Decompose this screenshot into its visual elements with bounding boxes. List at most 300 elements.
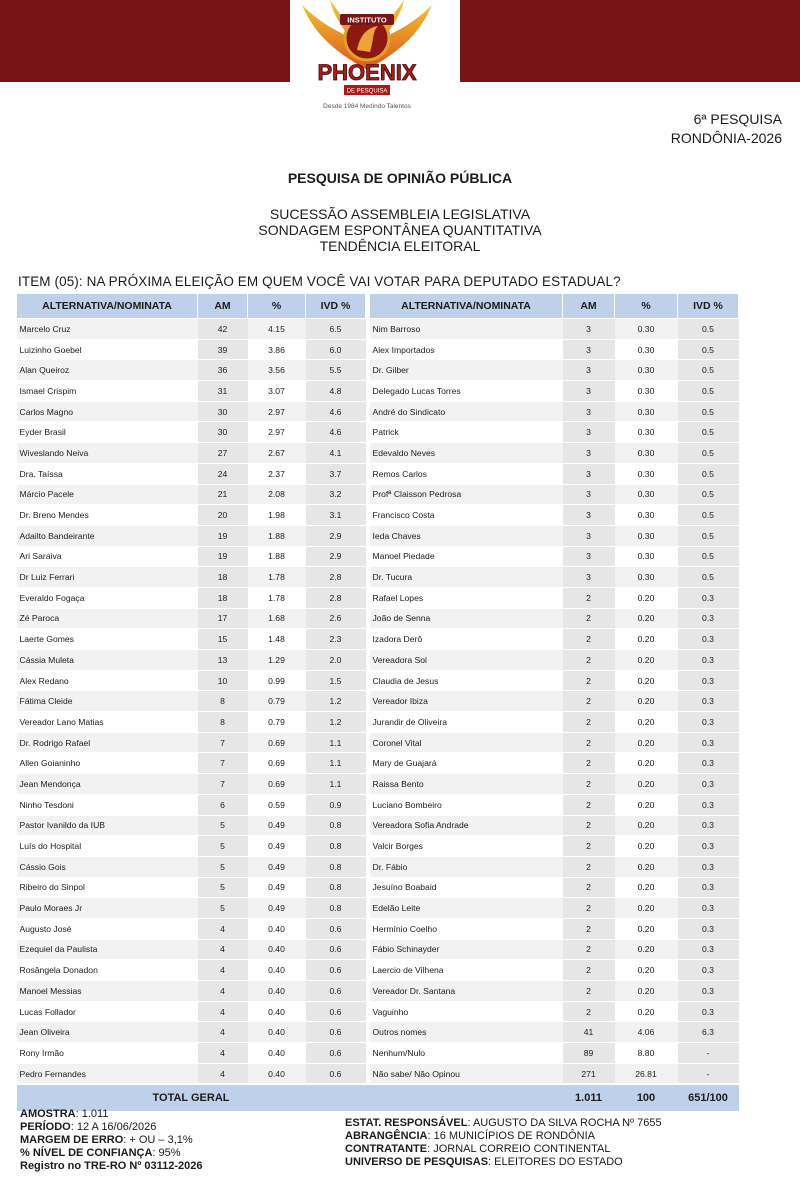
table-row — [17, 608, 739, 629]
table-row — [17, 753, 739, 774]
candidate-pct: 0.49 — [248, 815, 306, 836]
candidate-pct: 0.40 — [248, 1022, 306, 1043]
candidate-am: 3 — [563, 443, 615, 464]
candidate-am: 8 — [198, 691, 248, 712]
candidate-name: Ninho Tesdoni — [17, 794, 198, 815]
candidate-ivd: 0.3 — [678, 691, 739, 712]
candidate-name: Alan Queiroz — [17, 360, 198, 381]
candidate-name: Augusto José — [17, 918, 198, 939]
candidate-ivd: 0.5 — [678, 360, 739, 381]
candidate-am: 2 — [563, 670, 615, 691]
candidate-ivd: 2.6 — [306, 608, 366, 629]
candidate-pct: 0.30 — [615, 360, 678, 381]
table-row — [17, 1001, 739, 1022]
table-row — [17, 1022, 739, 1043]
candidate-name: Coronel Vital — [370, 732, 563, 753]
candidate-pct: 0.99 — [248, 670, 306, 691]
candidate-am: 3 — [563, 360, 615, 381]
candidate-name: Everaldo Fogaça — [17, 587, 198, 608]
candidate-ivd: 1.1 — [306, 753, 366, 774]
candidate-ivd: 2.0 — [306, 650, 366, 671]
candidate-pct: 0.20 — [615, 815, 678, 836]
candidate-ivd: 0.3 — [678, 629, 739, 650]
candidate-am: 4 — [198, 1063, 248, 1084]
report-subtitles — [0, 206, 800, 254]
candidate-am: 5 — [198, 856, 248, 877]
candidate-ivd: - — [678, 1043, 739, 1064]
candidate-pct: 0.40 — [248, 939, 306, 960]
candidate-ivd: 0.6 — [306, 1022, 366, 1043]
candidate-ivd: 0.5 — [678, 525, 739, 546]
candidate-pct: 0.20 — [615, 691, 678, 712]
candidate-ivd: 0.5 — [678, 463, 739, 484]
footer-line — [20, 1108, 203, 1121]
header-banner-right — [460, 0, 800, 82]
candidate-name: Dr. Fábio — [370, 856, 563, 877]
candidate-am: 36 — [198, 360, 248, 381]
candidate-ivd: 6.3 — [678, 1022, 739, 1043]
candidate-pct: 4.06 — [615, 1022, 678, 1043]
table-row — [17, 939, 739, 960]
candidate-ivd: 5.5 — [306, 360, 366, 381]
table-row — [17, 1063, 739, 1084]
candidate-ivd: 0.5 — [678, 567, 739, 588]
footer-label: PERÍODO — [20, 1121, 71, 1133]
candidate-pct: 0.30 — [615, 422, 678, 443]
candidate-ivd: 1.2 — [306, 712, 366, 733]
candidate-pct: 2.08 — [248, 484, 306, 505]
total-ivd: 651/100 — [678, 1084, 739, 1112]
candidate-pct: 4.15 — [248, 319, 306, 340]
table-row — [17, 691, 739, 712]
logo-wordmark: PHOENIX — [317, 60, 417, 85]
candidate-pct: 0.69 — [248, 732, 306, 753]
candidate-pct: 0.20 — [615, 794, 678, 815]
candidate-pct: 0.20 — [615, 939, 678, 960]
candidate-name: Zé Paroca — [17, 608, 198, 629]
subtitle-line-3: TENDÊNCIA ELEITORAL — [319, 238, 481, 254]
candidate-name: Manoel Messias — [17, 981, 198, 1002]
candidate-pct: 0.20 — [615, 753, 678, 774]
candidate-am: 2 — [563, 918, 615, 939]
footer-label: ESTAT. RESPONSÁVEL — [345, 1117, 468, 1129]
table-row — [17, 981, 739, 1002]
logo-sub-text: DE PESQUISA — [346, 88, 388, 95]
total-label: TOTAL GERAL — [17, 1084, 366, 1112]
candidate-pct: 0.30 — [615, 319, 678, 340]
candidate-name: Allen Goianinho — [17, 753, 198, 774]
candidate-pct: 0.20 — [615, 877, 678, 898]
candidate-name: Profª Claisson Pedrosa — [370, 484, 563, 505]
candidate-pct: 2.97 — [248, 422, 306, 443]
candidate-name: Hermínio Coelho — [370, 918, 563, 939]
candidate-am: 7 — [198, 753, 248, 774]
candidate-pct: 0.49 — [248, 836, 306, 857]
footer-line — [20, 1160, 203, 1173]
candidate-name: Dra. Taíssa — [17, 463, 198, 484]
candidate-ivd: 0.5 — [678, 319, 739, 340]
candidate-name: Jesuíno Boabaid — [370, 877, 563, 898]
candidate-pct: 1.68 — [248, 608, 306, 629]
candidate-am: 2 — [563, 753, 615, 774]
footer-label: CONTRATANTE — [345, 1143, 428, 1155]
candidate-name: Raissa Bento — [370, 774, 563, 795]
candidate-name: Dr. Rodrigo Rafael — [17, 732, 198, 753]
table-row — [17, 732, 739, 753]
candidate-am: 5 — [198, 877, 248, 898]
candidate-ivd: 0.6 — [306, 1043, 366, 1064]
candidate-pct: 0.20 — [615, 732, 678, 753]
candidate-name: Alex Redano — [17, 670, 198, 691]
candidate-ivd: 2.9 — [306, 546, 366, 567]
candidate-name: Marcelo Cruz — [17, 319, 198, 340]
candidate-pct: 0.40 — [248, 960, 306, 981]
candidate-name: Lucas Follador — [17, 1001, 198, 1022]
table-row — [17, 401, 739, 422]
col-header-left-name: ALTERNATIVA/NOMINATA — [17, 294, 198, 319]
candidate-am: 2 — [563, 650, 615, 671]
candidate-pct: 0.49 — [248, 877, 306, 898]
candidate-ivd: 4.6 — [306, 422, 366, 443]
candidate-name: Fábio Schinayder — [370, 939, 563, 960]
candidate-ivd: 0.3 — [678, 774, 739, 795]
candidate-name: Ari Saraiva — [17, 546, 198, 567]
footer-value: : 1.011 — [75, 1108, 109, 1120]
logo-tagline: Desde 1984 Medindo Talentos — [323, 103, 411, 110]
candidate-am: 15 — [198, 629, 248, 650]
candidate-name: Edevaldo Neves — [370, 443, 563, 464]
candidate-am: 3 — [563, 422, 615, 443]
candidate-pct: 0.59 — [248, 794, 306, 815]
candidate-pct: 0.30 — [615, 381, 678, 402]
candidate-ivd: 0.3 — [678, 836, 739, 857]
candidate-ivd: 6.5 — [306, 319, 366, 340]
phoenix-emblem-icon — [282, 0, 452, 125]
table-row — [17, 567, 739, 588]
footer-value: : + OU – 3,1% — [123, 1134, 193, 1146]
candidate-ivd: 2.3 — [306, 629, 366, 650]
header-banner-left — [0, 0, 290, 82]
candidate-name: Ieda Chaves — [370, 525, 563, 546]
candidate-am: 2 — [563, 856, 615, 877]
candidate-ivd: 0.3 — [678, 732, 739, 753]
candidate-ivd: 6.0 — [306, 339, 366, 360]
results-table — [16, 293, 739, 1112]
candidate-pct: 2.97 — [248, 401, 306, 422]
candidate-pct: 0.30 — [615, 443, 678, 464]
candidate-am: 19 — [198, 546, 248, 567]
candidate-pct: 1.78 — [248, 587, 306, 608]
candidate-pct: 0.49 — [248, 856, 306, 877]
footer-line — [345, 1156, 662, 1169]
footer-label: MARGEM DE ERRO — [20, 1134, 124, 1146]
candidate-ivd: 0.3 — [678, 753, 739, 774]
candidate-name: Edelão Leite — [370, 898, 563, 919]
table-row — [17, 670, 739, 691]
survey-question: ITEM (05): NA PRÓXIMA ELEIÇÃO EM QUEM VOCÊ VAI VOTAR PARA DEPUTADO ESTADUAL? — [18, 274, 621, 289]
candidate-ivd: 0.5 — [678, 484, 739, 505]
table-row — [17, 877, 739, 898]
candidate-ivd: 0.6 — [306, 939, 366, 960]
candidate-name: Francisco Costa — [370, 505, 563, 526]
candidate-am: 3 — [563, 319, 615, 340]
candidate-am: 7 — [198, 732, 248, 753]
candidate-name: Luizinho Goebel — [17, 339, 198, 360]
candidate-am: 89 — [563, 1043, 615, 1064]
footer-label: % NÍVEL DE CONFIANÇA — [20, 1147, 153, 1159]
candidate-pct: 1.88 — [248, 546, 306, 567]
col-header-left-pct: % — [248, 294, 306, 319]
table-row — [17, 587, 739, 608]
candidate-ivd: 0.3 — [678, 856, 739, 877]
col-header-right-ivd: IVD % — [678, 294, 739, 319]
candidate-name: Vereadora Sofia Andrade — [370, 815, 563, 836]
subtitle-line-2: SONDAGEM ESPONTÂNEA QUANTITATIVA — [258, 222, 542, 238]
candidate-pct: 1.29 — [248, 650, 306, 671]
candidate-name: Ismael Crispim — [17, 381, 198, 402]
candidate-name: Eyder Brasil — [17, 422, 198, 443]
candidate-am: 2 — [563, 691, 615, 712]
candidate-pct: 0.20 — [615, 898, 678, 919]
table-row — [17, 443, 739, 464]
candidate-ivd: 1.1 — [306, 732, 366, 753]
candidate-ivd: 3.1 — [306, 505, 366, 526]
candidate-ivd: 4.8 — [306, 381, 366, 402]
candidate-ivd: 0.5 — [678, 422, 739, 443]
candidate-ivd: 3.7 — [306, 463, 366, 484]
col-header-right-name: ALTERNATIVA/NOMINATA — [370, 294, 563, 319]
candidate-pct: 0.20 — [615, 856, 678, 877]
candidate-am: 4 — [198, 918, 248, 939]
table-header-row — [17, 294, 739, 319]
candidate-am: 8 — [198, 712, 248, 733]
candidate-pct: 0.20 — [615, 981, 678, 1002]
candidate-ivd: 0.3 — [678, 898, 739, 919]
candidate-pct: 2.67 — [248, 443, 306, 464]
candidate-name: André do Sindicato — [370, 401, 563, 422]
candidate-name: Vaguinho — [370, 1001, 563, 1022]
candidate-am: 19 — [198, 525, 248, 546]
candidate-ivd: 4.1 — [306, 443, 366, 464]
candidate-pct: 0.20 — [615, 608, 678, 629]
footer-line — [345, 1117, 662, 1130]
candidate-pct: 0.40 — [248, 981, 306, 1002]
candidate-am: 18 — [198, 567, 248, 588]
table-row — [17, 505, 739, 526]
candidate-am: 7 — [198, 774, 248, 795]
candidate-name: Mary de Guajará — [370, 753, 563, 774]
candidate-name: Nim Barroso — [370, 319, 563, 340]
candidate-name: Dr Luiz Ferrari — [17, 567, 198, 588]
candidate-am: 4 — [198, 939, 248, 960]
candidate-am: 2 — [563, 898, 615, 919]
candidate-ivd: 0.3 — [678, 587, 739, 608]
candidate-name: Pedro Fernandes — [17, 1063, 198, 1084]
candidate-ivd: 0.3 — [678, 877, 739, 898]
candidate-ivd: 0.3 — [678, 939, 739, 960]
footer-line — [20, 1121, 203, 1134]
candidate-ivd: 0.8 — [306, 877, 366, 898]
candidate-am: 5 — [198, 898, 248, 919]
candidate-ivd: 0.6 — [306, 918, 366, 939]
candidate-name: João de Senna — [370, 608, 563, 629]
candidate-ivd: 0.3 — [678, 815, 739, 836]
candidate-am: 30 — [198, 401, 248, 422]
candidate-name: Nenhum/Nulo — [370, 1043, 563, 1064]
subtitle-line-1: SUCESSÃO ASSEMBLEIA LEGISLATIVA — [269, 206, 531, 222]
candidate-name: Vereador Ibiza — [370, 691, 563, 712]
candidate-ivd: 0.6 — [306, 981, 366, 1002]
table-row — [17, 422, 739, 443]
candidate-am: 17 — [198, 608, 248, 629]
candidate-ivd: 2.8 — [306, 567, 366, 588]
candidate-name: Laercio de Vilhena — [370, 960, 563, 981]
candidate-pct: 1.78 — [248, 567, 306, 588]
table-row — [17, 794, 739, 815]
candidate-name: Luís do Hospital — [17, 836, 198, 857]
footer-value: : ELEITORES DO ESTADO — [488, 1156, 623, 1168]
table-row — [17, 856, 739, 877]
footer-value: : 12 A 16/06/2026 — [70, 1121, 157, 1133]
candidate-am: 41 — [563, 1022, 615, 1043]
candidate-pct: 0.30 — [615, 546, 678, 567]
candidate-name: Paulo Moraes Jr — [17, 898, 198, 919]
candidate-pct: 0.20 — [615, 836, 678, 857]
footer-line — [345, 1143, 662, 1156]
footer-left — [20, 1108, 203, 1173]
candidate-ivd: 0.8 — [306, 856, 366, 877]
candidate-pct: 0.69 — [248, 774, 306, 795]
candidate-name: Patrick — [370, 422, 563, 443]
candidate-pct: 0.40 — [248, 1063, 306, 1084]
candidate-am: 5 — [198, 815, 248, 836]
table-row — [17, 815, 739, 836]
candidate-pct: 8.80 — [615, 1043, 678, 1064]
candidate-ivd: 0.3 — [678, 960, 739, 981]
candidate-ivd: 0.3 — [678, 981, 739, 1002]
candidate-name: Remos Carlos — [370, 463, 563, 484]
candidate-am: 3 — [563, 381, 615, 402]
candidate-ivd: 0.3 — [678, 1001, 739, 1022]
table-row — [17, 381, 739, 402]
candidate-name: Jurandir de Oliveira — [370, 712, 563, 733]
candidate-am: 271 — [563, 1063, 615, 1084]
table-row — [17, 629, 739, 650]
candidate-pct: 3.86 — [248, 339, 306, 360]
footer-right — [345, 1117, 662, 1169]
candidate-ivd: 0.5 — [678, 339, 739, 360]
table-row — [17, 712, 739, 733]
candidate-am: 18 — [198, 587, 248, 608]
candidate-ivd: 0.5 — [678, 546, 739, 567]
candidate-ivd: 0.8 — [306, 898, 366, 919]
candidate-ivd: 3.2 — [306, 484, 366, 505]
col-header-left-ivd: IVD % — [306, 294, 366, 319]
candidate-ivd: 0.3 — [678, 608, 739, 629]
footer-label: AMOSTRA — [20, 1108, 76, 1120]
table-row — [17, 525, 739, 546]
candidate-am: 13 — [198, 650, 248, 671]
candidate-ivd: - — [678, 1063, 739, 1084]
candidate-pct: 0.40 — [248, 1001, 306, 1022]
footer-label: UNIVERSO DE PESQUISAS — [345, 1156, 489, 1168]
candidate-pct: 0.79 — [248, 712, 306, 733]
candidate-ivd: 2.8 — [306, 587, 366, 608]
candidate-am: 4 — [198, 981, 248, 1002]
candidate-am: 2 — [563, 587, 615, 608]
edition-label: 6ª PESQUISA — [693, 111, 782, 127]
candidate-ivd: 0.3 — [678, 670, 739, 691]
col-header-left-am: AM — [198, 294, 248, 319]
footer-value: : 16 MUNICÍPIOS DE RONDÔNIA — [427, 1130, 595, 1142]
candidate-name: Luciano Bombeiro — [370, 794, 563, 815]
candidate-am: 2 — [563, 774, 615, 795]
candidate-name: Dr. Gilber — [370, 360, 563, 381]
candidate-name: Jean Oliveira — [17, 1022, 198, 1043]
candidate-name: Ezequiel da Paulista — [17, 939, 198, 960]
candidate-am: 31 — [198, 381, 248, 402]
candidate-ivd: 0.6 — [306, 1063, 366, 1084]
total-am: 1.011 — [563, 1084, 615, 1112]
candidate-pct: 3.56 — [248, 360, 306, 381]
candidate-pct: 0.20 — [615, 587, 678, 608]
candidate-pct: 3.07 — [248, 381, 306, 402]
candidate-am: 4 — [198, 960, 248, 981]
candidate-ivd: 2.9 — [306, 525, 366, 546]
candidate-name: Izadora Derô — [370, 629, 563, 650]
candidate-am: 2 — [563, 712, 615, 733]
candidate-pct: 1.48 — [248, 629, 306, 650]
candidate-pct: 0.20 — [615, 629, 678, 650]
candidate-name: Não sabe/ Não Opinou — [370, 1063, 563, 1084]
footer-value: : AUGUSTO DA SILVA ROCHA Nº 7655 — [467, 1117, 662, 1129]
table-row — [17, 463, 739, 484]
footer-label: ABRANGÊNCIA — [345, 1130, 428, 1142]
footer-line — [20, 1147, 203, 1160]
table-row — [17, 546, 739, 567]
candidate-pct: 0.30 — [615, 484, 678, 505]
candidate-am: 5 — [198, 836, 248, 857]
candidate-am: 2 — [563, 815, 615, 836]
candidate-name: Delegado Lucas Torres — [370, 381, 563, 402]
candidate-ivd: 0.9 — [306, 794, 366, 815]
table-row — [17, 484, 739, 505]
candidate-pct: 0.20 — [615, 650, 678, 671]
candidate-pct: 26.81 — [615, 1063, 678, 1084]
candidate-name: Valcir Borges — [370, 836, 563, 857]
candidate-name: Claudia de Jesus — [370, 670, 563, 691]
candidate-name: Dr. Breno Mendes — [17, 505, 198, 526]
footer-label: Registro no TRE-RO Nº 03112-2026 — [20, 1160, 203, 1172]
candidate-am: 4 — [198, 1001, 248, 1022]
report-title: PESQUISA DE OPINIÃO PÚBLICA — [287, 170, 513, 186]
candidate-am: 3 — [563, 401, 615, 422]
candidate-name: Wiveslando Neiva — [17, 443, 198, 464]
candidate-am: 4 — [198, 1043, 248, 1064]
candidate-am: 24 — [198, 463, 248, 484]
candidate-am: 4 — [198, 1022, 248, 1043]
candidate-am: 2 — [563, 608, 615, 629]
candidate-pct: 0.40 — [248, 1043, 306, 1064]
candidate-pct: 0.20 — [615, 774, 678, 795]
total-pct: 100 — [615, 1084, 678, 1112]
region-label: RONDÔNIA-2026 — [670, 130, 782, 146]
footer-value: : 95% — [152, 1147, 181, 1159]
candidate-name: Adailto Bandeirante — [17, 525, 198, 546]
candidate-ivd: 0.5 — [678, 381, 739, 402]
candidate-am: 2 — [563, 732, 615, 753]
candidate-pct: 0.40 — [248, 918, 306, 939]
